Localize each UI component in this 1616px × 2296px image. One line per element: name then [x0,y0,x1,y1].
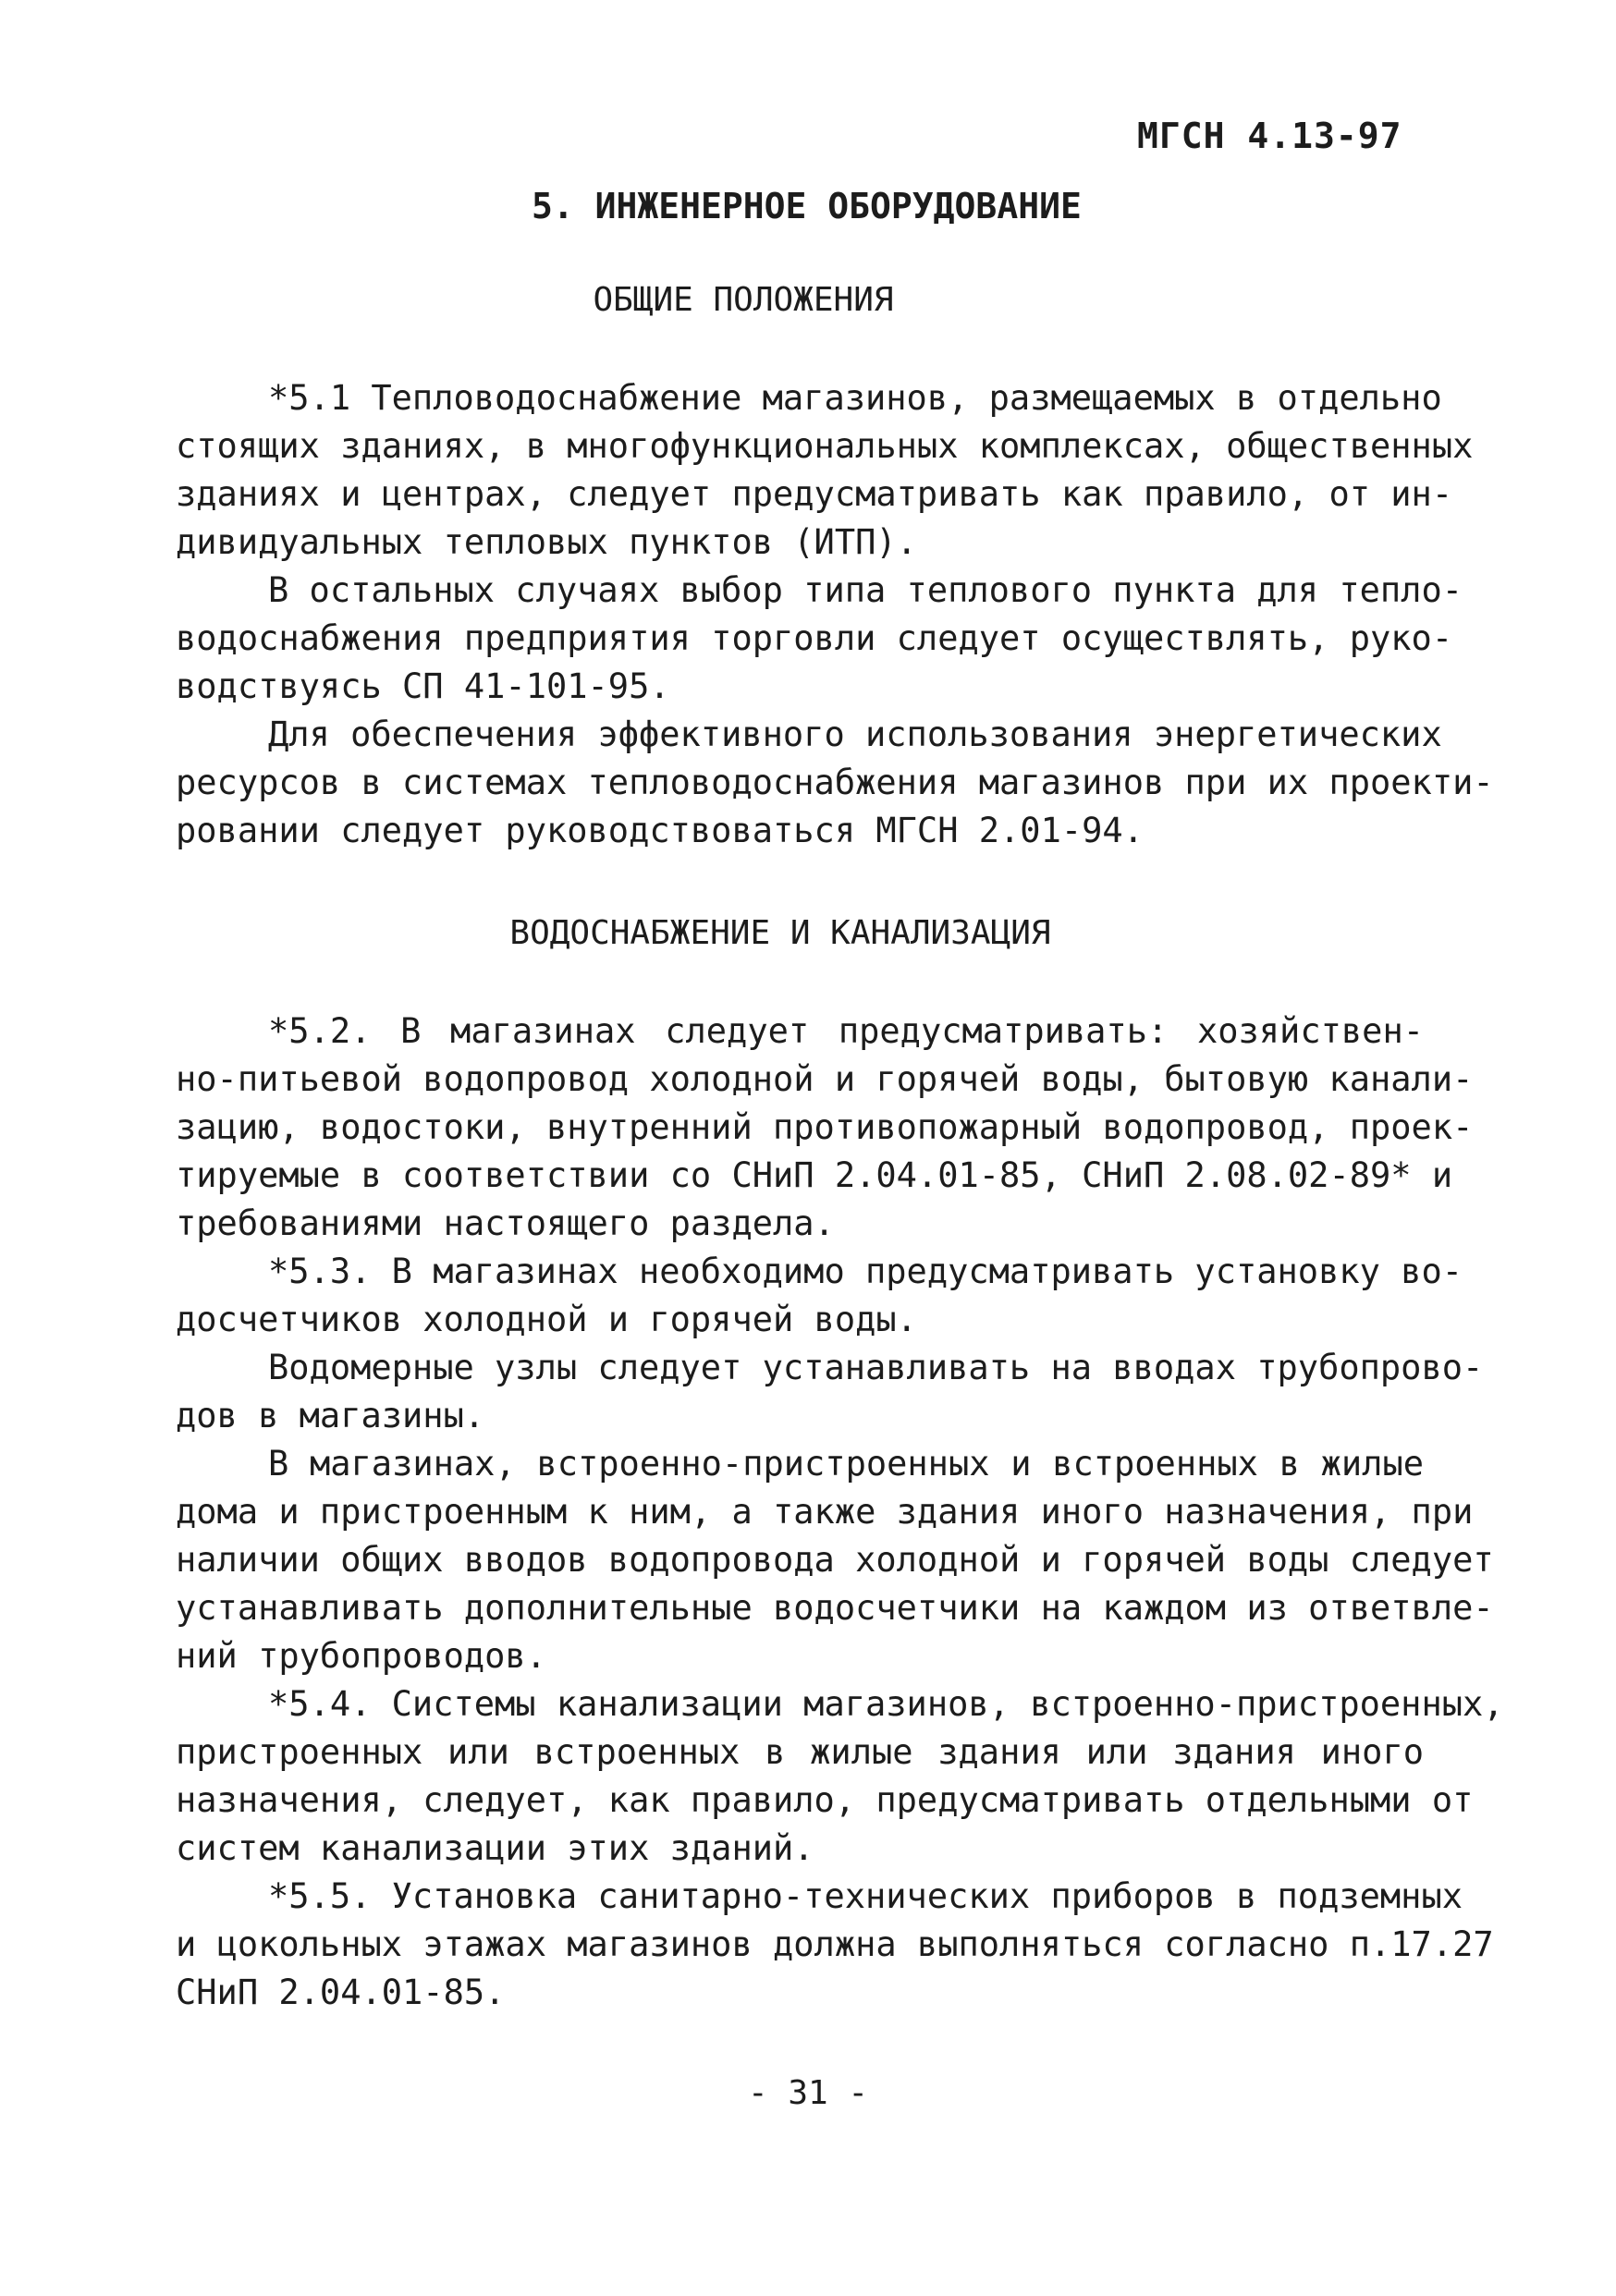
text-line: *5.5. Установка санитарно-технических приборов в подземных [268,1876,1463,1916]
text-line: В остальных случаях выбор типа теплового пункта для тепло- [268,570,1463,610]
text-line: назначения, следует, как правило, предусматривать отдельными от [176,1780,1474,1820]
text-line: зацию, водостоки, внутренний противопожарный водопровод, проек- [176,1107,1474,1147]
text-line: ровании следует руководствоваться МГСН 2.01-94. [176,811,1144,850]
paragraph-heat-point [176,567,1463,711]
paragraph-5-5 [176,1873,1494,2017]
document-code: МГСН 4.13-97 [1137,116,1402,156]
text-line: Водомерные узлы следует устанавливать на вводах трубопрово- [268,1348,1484,1387]
text-line: *5.2. В магазинах следует предусматривать: хозяйствен- [268,1011,1424,1051]
text-line: зданиях и центрах, следует предусматривать как правило, от ин- [176,474,1453,514]
paragraph-energy-efficiency [176,711,1494,855]
paragraph-5-3 [176,1248,1463,1344]
text-line: наличии общих вводов водопровода холодной и горячей воды следует [176,1540,1494,1580]
text-line: *5.1 Тепловодоснабжение магазинов, размещаемых в отдельно [268,378,1442,418]
text-line: дивидуальных тепловых пунктов (ИТП). [176,522,917,562]
section-heading-water: ВОДОСНАБЖЕНИЕ И КАНАЛИЗАЦИЯ [509,914,1051,952]
text-line: В магазинах, встроенно-пристроенных и встроенных в жилые [268,1444,1424,1484]
text-line: ресурсов в системах тепловодоснабжения магазинов при их проекти- [176,763,1494,802]
text-line: систем канализации этих зданий. [176,1828,814,1868]
text-line: но-питьевой водопровод холодной и горячей воды, бытовую канали- [176,1059,1474,1099]
text-line: требованиями настоящего раздела. [176,1203,835,1243]
text-line: Для обеспечения эффективного использования энергетических [268,714,1442,754]
text-line: дома и пристроенным к ним, а также здания иного назначения, при [176,1492,1474,1532]
text-line: *5.4. Системы канализации магазинов, встроенно-пристроенных, [268,1684,1504,1724]
paragraph-5-1 [176,374,1474,567]
text-line: тируемые в соответствии со СНиП 2.04.01-85, СНиП 2.08.02-89* и [176,1155,1453,1195]
paragraph-5-2 [176,1008,1474,1248]
paragraph-5-4 [176,1680,1504,1873]
text-line: водоснабжения предприятия торговли следует осуществлять, руко- [176,618,1453,658]
text-line: и цокольных этажах магазинов должна выполняться согласно п.17.27 [176,1924,1494,1964]
paragraph-built-in-shops [176,1440,1494,1680]
text-line: водствуясь СП 41-101-95. [176,666,670,706]
text-line: устанавливать дополнительные водосчетчики на каждом из ответвле- [176,1588,1494,1628]
section-heading-general: ОБЩИЕ ПОЛОЖЕНИЯ [593,281,894,319]
page-number: - 31 - [747,2074,869,2112]
text-line: досчетчиков холодной и горячей воды. [176,1300,917,1339]
text-line: ний трубопроводов. [176,1636,546,1676]
text-line: стоящих зданиях, в многофункциональных комплексах, общественных [176,426,1474,466]
text-line: СНиП 2.04.01-85. [176,1972,506,2012]
chapter-title: 5. ИНЖЕНЕРНОЕ ОБОРУДОВАНИЕ [532,186,1082,226]
text-line: *5.3. В магазинах необходимо предусматривать установку во- [268,1252,1463,1291]
text-line: пристроенных или встроенных в жилые здания или здания иного [176,1732,1424,1772]
paragraph-water-meters [176,1344,1484,1440]
text-line: дов в магазины. [176,1396,485,1435]
